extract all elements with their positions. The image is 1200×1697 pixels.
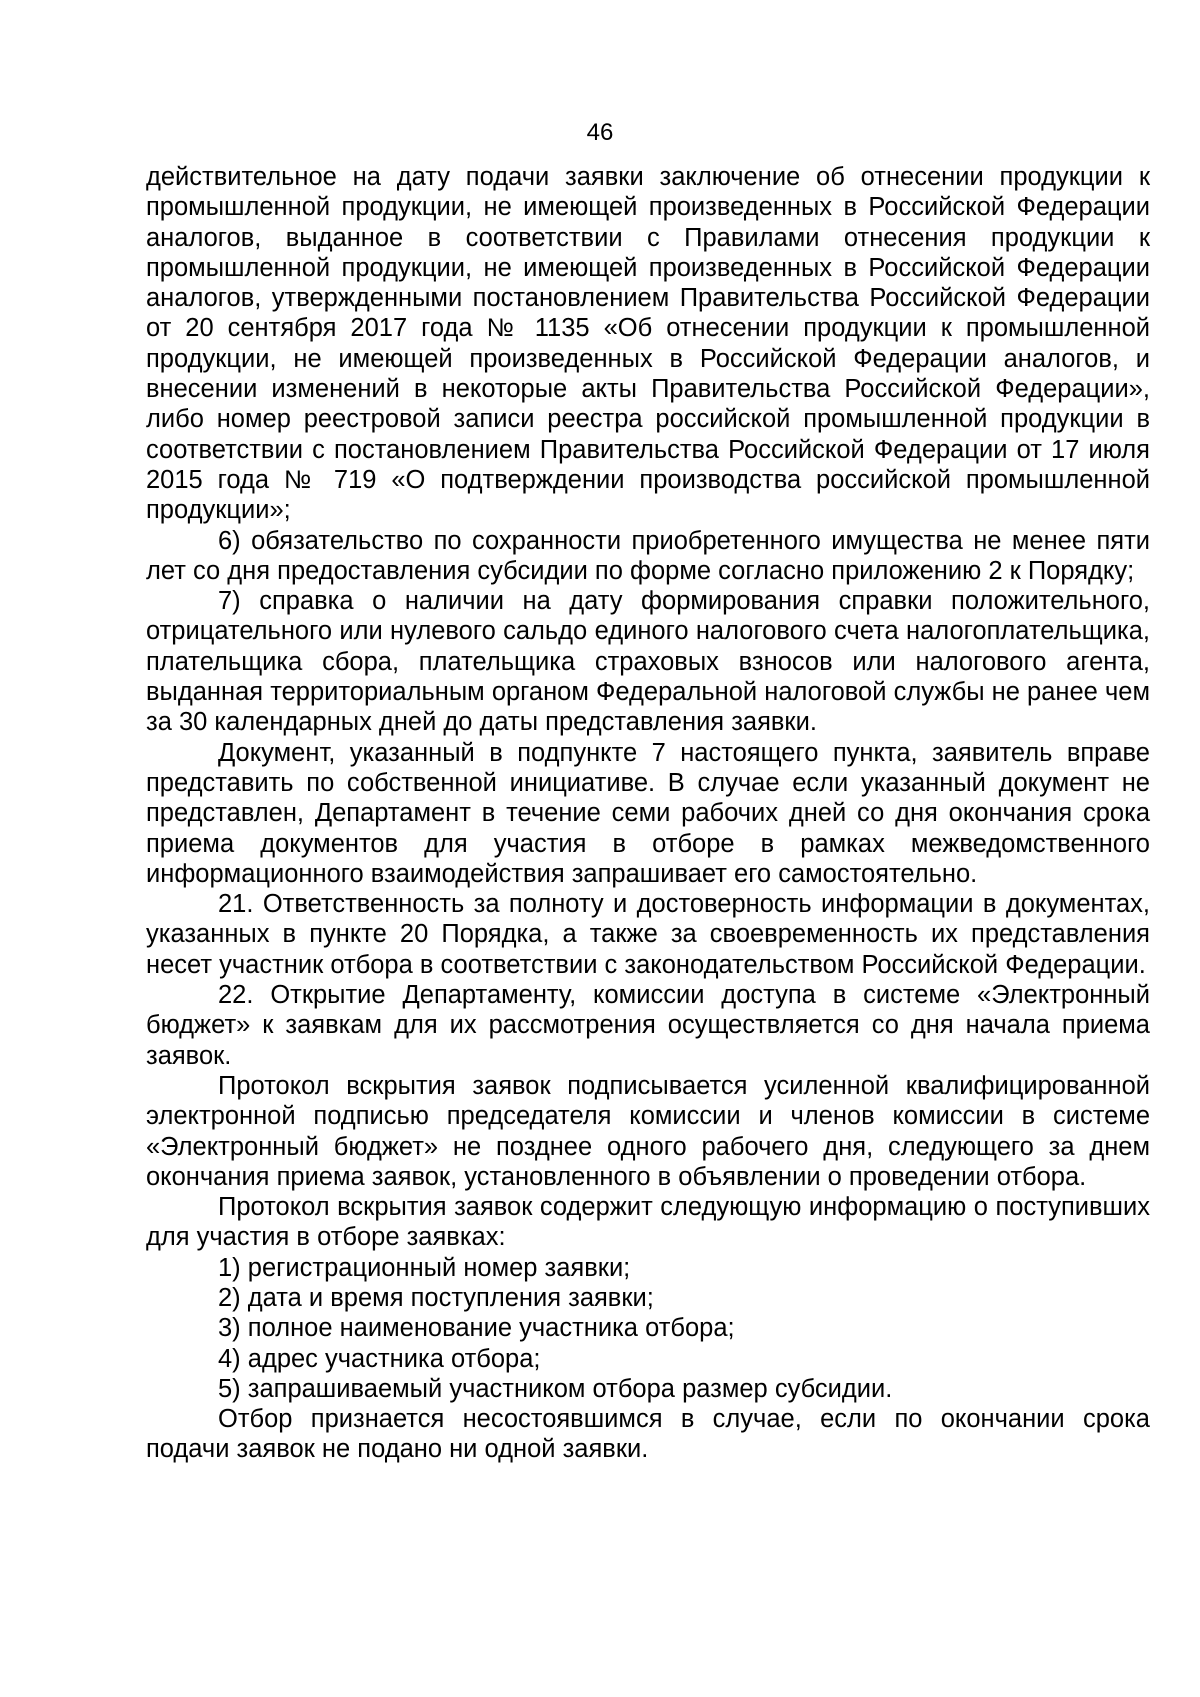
list-item-7: 7) справка о наличии на дату формирования справки положительного, отрицательного или нулевого сальдо единого налогового счета налогоплательщика, плательщика сбора, плательщика страховых взносов или налогового агента, выданная территориальным органом Федеральной налоговой службы не ранее чем за 30 календарных дней до даты представления заявки. xyxy=(146,587,1150,737)
paragraph-failed-selection: Отбор признается несостоявшимся в случае, если по окончании срока подачи заявок не подано ни одной заявки. xyxy=(146,1405,1150,1464)
clause-22: 22. Открытие Департаменту, комиссии доступа в системе «Электронный бюджет» к заявкам для их рассмотрения осуществляется со дня начала приема заявок. xyxy=(146,981,1150,1070)
paragraph-protocol-signing: Протокол вскрытия заявок подписывается усиленной квалифицированной электронной подписью председателя комиссии и членов комиссии в системе «Электронный бюджет» не позднее одного рабочего дня, следующего за днем окончания приема заявок, установленного в объявлении о проведении отбора. xyxy=(146,1071,1150,1191)
protocol-item-4: 4) адрес участника отбора; xyxy=(218,1344,541,1373)
protocol-item-1: 1) регистрационный номер заявки; xyxy=(218,1253,631,1282)
document-body xyxy=(146,162,1150,1465)
protocol-item-2: 2) дата и время поступления заявки; xyxy=(218,1283,654,1312)
clause-21: 21. Ответственность за полноту и достоверность информации в документах, указанных в пункте 20 Порядка, а также за своевременность их представления несет участник отбора в соответствии с законодательством Российской Федерации. xyxy=(146,890,1150,979)
protocol-item-5: 5) запрашиваемый участником отбора размер субсидии. xyxy=(218,1374,893,1403)
paragraph-continuation: действительное на дату подачи заявки заключение об отнесении продукции к промышленной продукции, не имеющей произведенных в Российской Федерации аналогов, выданное в соответствии с Правилами отнесения продукции к промышленной продукции, не имеющей произведенных в Российской Федерации аналогов, утвержденными постановлением Правительства Российской Федерации от 20 сентября 2017 года № 1135 «Об отнесении продукции к промышленной продукции, не имеющей произведенных в Российской Федерации аналогов, и внесении изменений в некоторые акты Правительства Российской Федерации», либо номер реестровой записи реестра российской промышленной продукции в соответствии с постановлением Правительства Российской Федерации от 17 июля 2015 года № 719 «О подтверждении производства российской промышленной продукции»; xyxy=(146,163,1150,525)
page-number: 46 xyxy=(586,119,614,146)
protocol-item-3: 3) полное наименование участника отбора; xyxy=(218,1314,735,1343)
list-item-6: 6) обязательство по сохранности приобретенного имущества не менее пяти лет со дня предоставления субсидии по форме согласно приложению 2 к Порядку; xyxy=(146,526,1150,585)
paragraph-protocol-contents: Протокол вскрытия заявок содержит следующую информацию о поступивших для участия в отборе заявках: xyxy=(146,1193,1150,1252)
paragraph-document-note: Документ, указанный в подпункте 7 настоящего пункта, заявитель вправе представить по собственной инициативе. В случае если указанный документ не представлен, Департамент в течение семи рабочих дней со дня окончания срока приема документов для участия в отборе в рамках межведомственного информационного взаимодействия запрашивает его самостоятельно. xyxy=(146,738,1150,888)
